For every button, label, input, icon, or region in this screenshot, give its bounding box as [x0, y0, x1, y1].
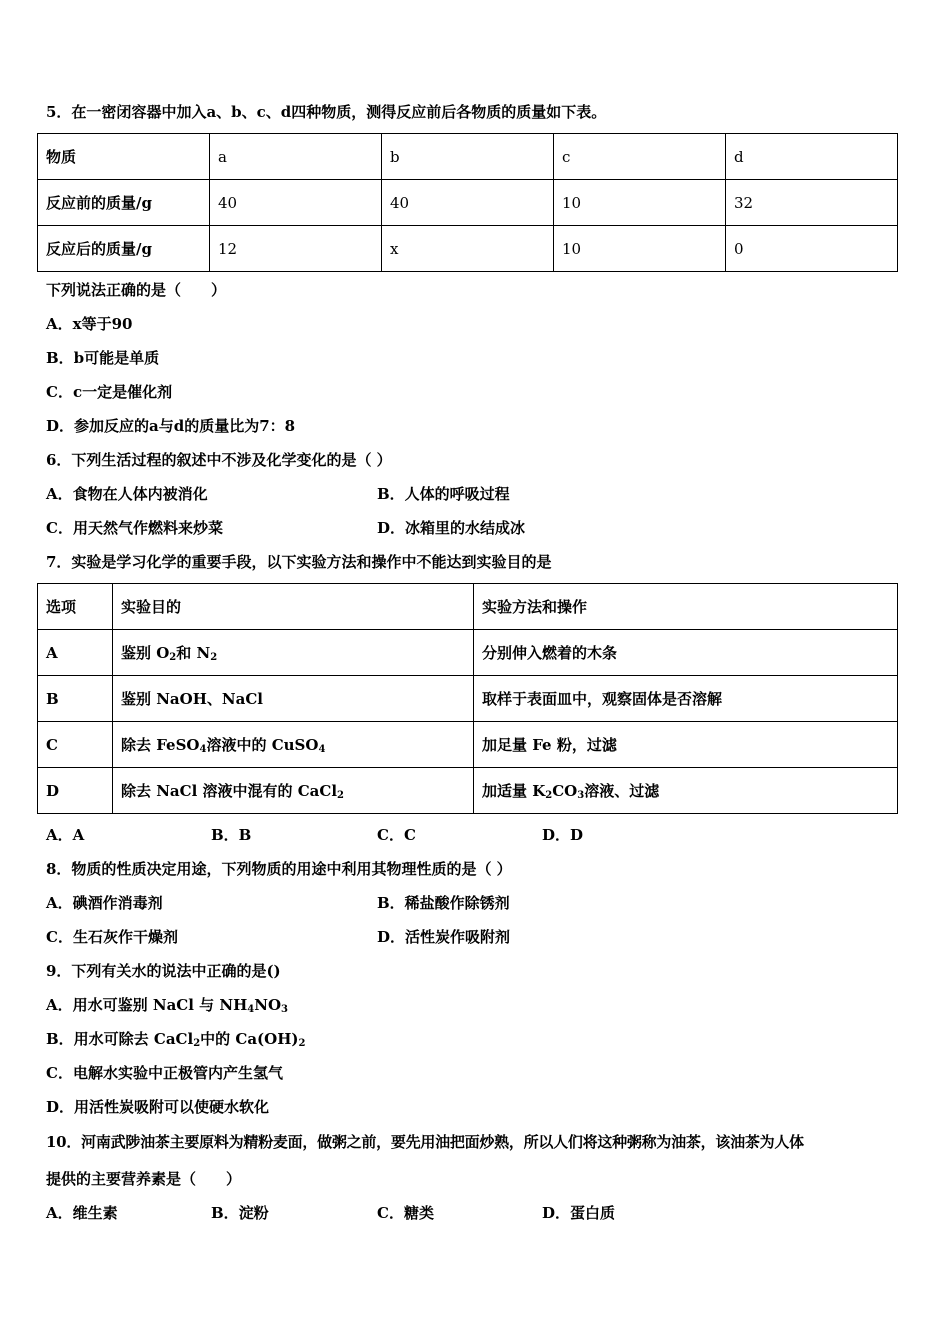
formula-text: B．用水可除去 CaCl — [46, 1030, 194, 1048]
formula-text: 溶液、过滤 — [584, 782, 660, 800]
formula-text: 鉴别 O — [121, 644, 170, 662]
table-header-cell: 选项 — [38, 584, 113, 630]
q8-option-b: B．稀盐酸作除锈剂 — [377, 894, 510, 912]
q7-option-d: D．D — [542, 826, 584, 844]
q5-prompt: 下列说法正确的是（ ） — [46, 281, 227, 299]
formula-text: 加适量 K — [482, 782, 546, 800]
table-cell — [113, 630, 474, 676]
q5-option-c: C．c一定是催化剂 — [46, 383, 173, 401]
q8-option-a: A．碘酒作消毒剂 — [46, 894, 163, 912]
q9-option-a — [46, 995, 288, 1015]
formula-text: NO — [254, 996, 282, 1014]
table-header-cell: d — [726, 134, 898, 180]
table-cell: 分别伸入燃着的木条 — [474, 630, 898, 676]
table-cell: 32 — [726, 180, 898, 226]
q9-stem: 9．下列有关水的说法中正确的是() — [46, 962, 281, 980]
q6-option-d: D．冰箱里的水结成冰 — [377, 519, 526, 537]
formula-text: 和 N — [176, 644, 211, 662]
table-header-cell: 实验目的 — [113, 584, 474, 630]
table-cell: 10 — [554, 226, 726, 272]
subscript: 2 — [210, 652, 218, 663]
table-cell: 反应前的质量/g — [38, 180, 210, 226]
table-row — [38, 584, 898, 630]
table-header-cell: c — [554, 134, 726, 180]
q7-stem: 7．实验是学习化学的重要手段，以下实验方法和操作中不能达到实验目的是 — [46, 553, 552, 571]
table-header-cell: b — [382, 134, 554, 180]
q7-option-c: C．C — [377, 826, 416, 844]
subscript: 3 — [281, 1004, 288, 1015]
q10-option-c: C．糖类 — [377, 1204, 434, 1222]
table-cell — [113, 768, 474, 814]
table-cell: 12 — [210, 226, 382, 272]
subscript: 2 — [298, 1038, 306, 1049]
table-cell: 取样于表面皿中，观察固体是否溶解 — [474, 676, 898, 722]
q8-stem: 8．物质的性质决定用途，下列物质的用途中利用其物理性质的是（ ） — [46, 860, 512, 878]
table-row — [38, 722, 898, 768]
q6-option-c: C．用天然气作燃料来炒菜 — [46, 519, 223, 537]
table-row — [38, 768, 898, 814]
q7-experiment-table — [37, 583, 898, 814]
q10-option-d: D．蛋白质 — [542, 1204, 616, 1222]
table-row — [38, 134, 898, 180]
q5-mass-table — [37, 133, 898, 272]
q9-option-c: C．电解水实验中正极管内产生氢气 — [46, 1064, 283, 1082]
q5-option-d: D．参加反应的a与d的质量比为7：8 — [46, 417, 296, 435]
table-cell: x — [382, 226, 554, 272]
table-cell: A — [38, 630, 113, 676]
table-header-cell: 物质 — [38, 134, 210, 180]
table-row — [38, 676, 898, 722]
q6-option-b: B．人体的呼吸过程 — [377, 485, 510, 503]
q5-option-b: B．b可能是单质 — [46, 349, 160, 367]
formula-text: 除去 FeSO — [121, 736, 200, 754]
q5-option-a: A．x等于90 — [46, 315, 133, 333]
q5-stem: 5．在一密闭容器中加入a、b、c、d四种物质，测得反应前后各物质的质量如下表。 — [46, 103, 607, 121]
q10-option-b: B．淀粉 — [211, 1204, 269, 1222]
q6-option-a: A．食物在人体内被消化 — [46, 485, 208, 503]
q10-stem-line1: 10．河南武陟油茶主要原料为精粉麦面，做粥之前，要先用油把面炒熟，所以人们将这种粥称为油茶，该油茶为人体 — [46, 1133, 804, 1151]
q10-stem-line2: 提供的主要营养素是（ ） — [46, 1170, 242, 1188]
table-cell: D — [38, 768, 113, 814]
subscript: 4 — [318, 744, 326, 755]
formula-text: CO — [552, 782, 578, 800]
formula-text: 除去 NaCl 溶液中混有的 CaCl — [121, 782, 338, 800]
table-cell: 反应后的质量/g — [38, 226, 210, 272]
q7-option-a: A．A — [46, 826, 85, 844]
table-cell — [474, 768, 898, 814]
table-row — [38, 630, 898, 676]
subscript: 4 — [199, 744, 207, 755]
q10-option-a: A．维生素 — [46, 1204, 118, 1222]
q6-stem: 6．下列生活过程的叙述中不涉及化学变化的是（ ） — [46, 451, 392, 469]
formula-text: 中的 Ca(OH) — [200, 1030, 299, 1048]
table-cell — [113, 722, 474, 768]
table-cell: 加足量 Fe 粉，过滤 — [474, 722, 898, 768]
q8-option-d: D．活性炭作吸附剂 — [377, 928, 511, 946]
table-row — [38, 226, 898, 272]
table-cell: C — [38, 722, 113, 768]
table-row — [38, 180, 898, 226]
table-cell: 40 — [382, 180, 554, 226]
subscript: 2 — [169, 652, 177, 663]
table-header-cell: 实验方法和操作 — [474, 584, 898, 630]
subscript: 2 — [193, 1038, 201, 1049]
table-cell: 0 — [726, 226, 898, 272]
subscript: 2 — [545, 790, 553, 801]
table-cell: B — [38, 676, 113, 722]
q9-option-b — [46, 1029, 305, 1049]
q8-option-c: C．生石灰作干燥剂 — [46, 928, 178, 946]
formula-text: 溶液中的 CuSO — [206, 736, 319, 754]
subscript: 4 — [247, 1004, 255, 1015]
q7-option-b: B．B — [211, 826, 252, 844]
table-cell: 鉴别 NaOH、NaCl — [113, 676, 474, 722]
table-header-cell: a — [210, 134, 382, 180]
table-cell: 40 — [210, 180, 382, 226]
q9-option-d: D．用活性炭吸附可以使硬水软化 — [46, 1098, 270, 1116]
subscript: 2 — [337, 790, 344, 801]
formula-text: A．用水可鉴别 NaCl 与 NH — [46, 996, 248, 1014]
subscript: 3 — [577, 790, 585, 801]
table-cell: 10 — [554, 180, 726, 226]
